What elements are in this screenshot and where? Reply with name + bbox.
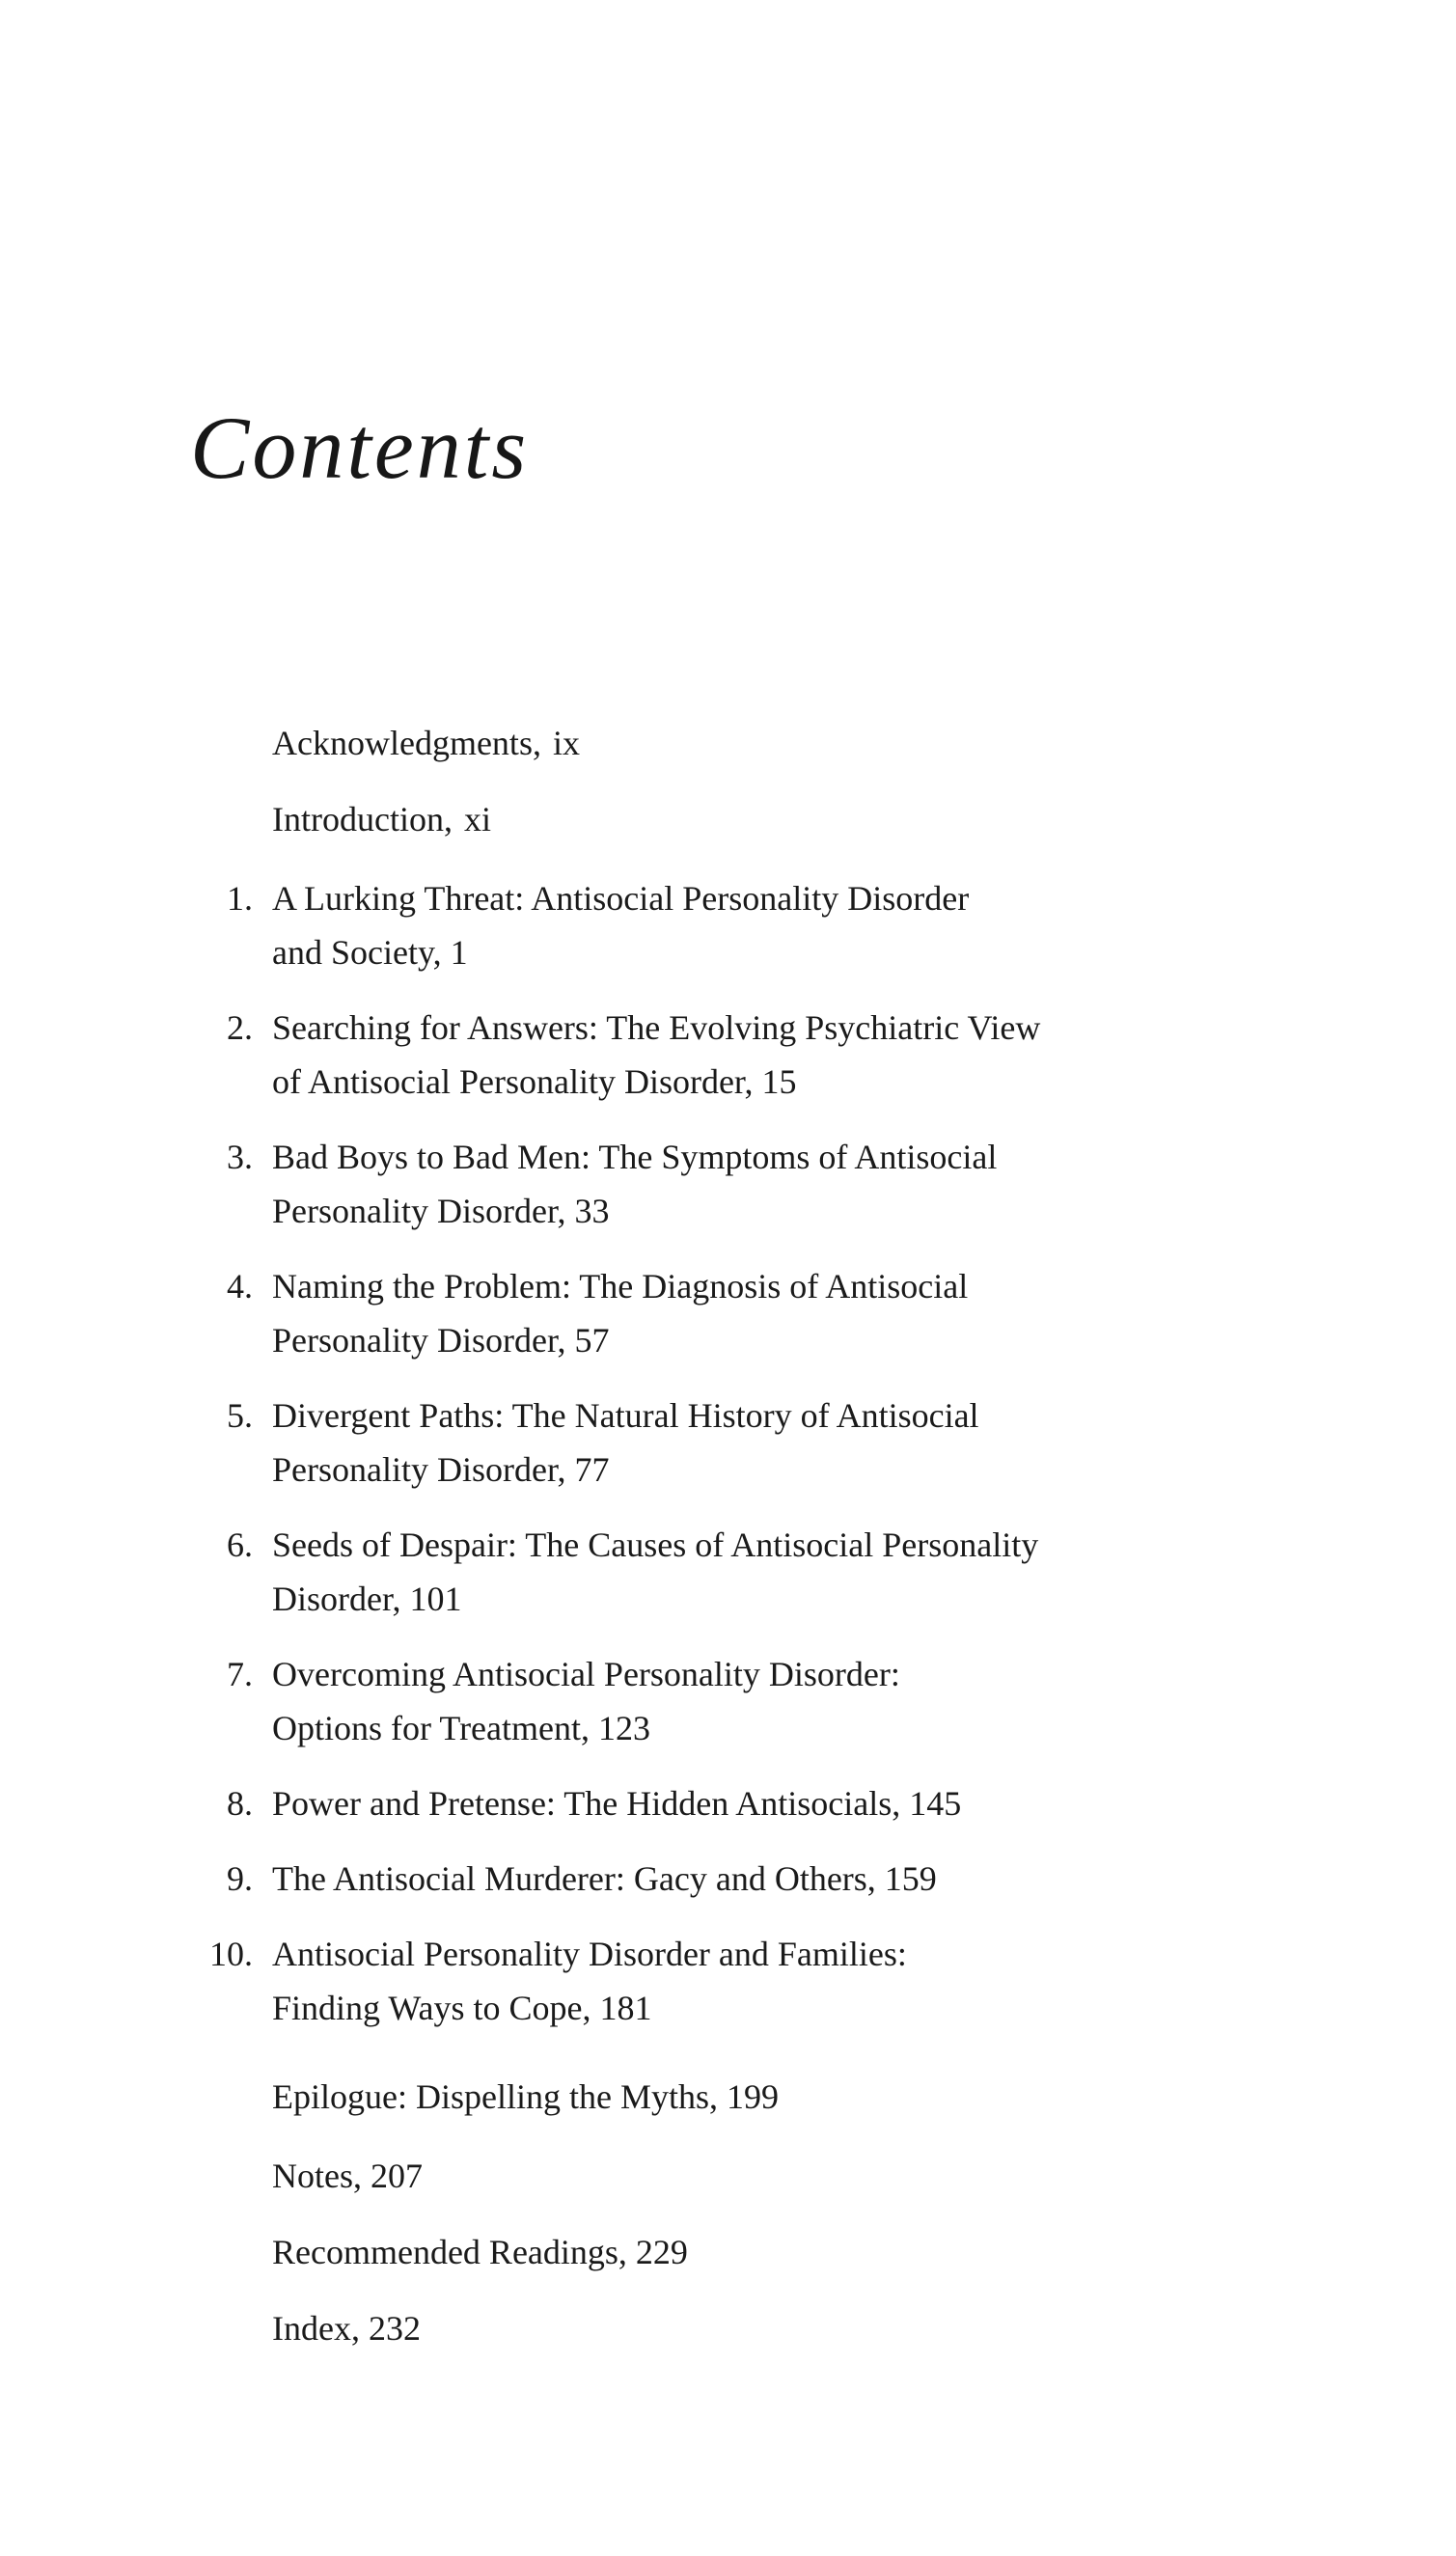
chapter-title-line: Divergent Paths: The Natural History of Antisocial <box>272 1396 979 1435</box>
toc-entry-index: Index, 232 <box>272 2309 421 2348</box>
chapter-entry <box>0 1259 1456 1367</box>
chapter-title <box>272 1776 961 1830</box>
front-matter-section <box>272 716 1456 846</box>
chapter-title-line: Options for Treatment, 123 <box>272 1709 650 1747</box>
chapter-title-line: Personality Disorder, 33 <box>272 1192 610 1230</box>
toc-entry-acknowledgments <box>272 716 1456 770</box>
back-matter-section <box>272 2149 1456 2355</box>
chapter-title <box>272 1518 1038 1626</box>
chapter-title-line: Personality Disorder, 77 <box>272 1450 610 1489</box>
chapter-title-line: Bad Boys to Bad Men: The Symptoms of Antisocial <box>272 1138 998 1176</box>
chapter-number: 3. <box>227 1138 253 1176</box>
entry-page-number: xi <box>463 800 491 838</box>
chapter-number: 1. <box>227 879 253 918</box>
chapter-title <box>272 1927 907 2035</box>
chapter-list <box>0 871 1456 2035</box>
chapter-title <box>272 1259 968 1367</box>
toc-entry-introduction <box>272 792 1456 846</box>
chapter-title-line: A Lurking Threat: Antisocial Personality Disorder <box>272 879 970 918</box>
entry-label: Introduction, <box>272 800 453 838</box>
chapter-title-line: Finding Ways to Cope, 181 <box>272 1989 652 2027</box>
chapter-entry <box>0 1130 1456 1238</box>
table-of-contents <box>0 716 1456 2377</box>
chapter-number: 5. <box>227 1396 253 1435</box>
chapter-number: 9. <box>227 1859 253 1898</box>
chapter-entry <box>0 1001 1456 1109</box>
chapter-entry <box>0 871 1456 979</box>
chapter-title-line: Overcoming Antisocial Personality Disorder: <box>272 1655 900 1693</box>
chapter-title-line: Personality Disorder, 57 <box>272 1321 610 1360</box>
chapter-title <box>272 1001 1040 1109</box>
chapter-number: 7. <box>227 1655 253 1693</box>
chapter-title-line: Power and Pretense: The Hidden Antisocials, 145 <box>272 1784 962 1823</box>
toc-entry-notes: Notes, 207 <box>272 2157 423 2195</box>
chapter-title-line: Naming the Problem: The Diagnosis of Antisocial <box>272 1267 969 1305</box>
chapter-title <box>272 1388 979 1497</box>
toc-entry-recommended-readings: Recommended Readings, 229 <box>272 2233 688 2271</box>
page-title: Contents <box>190 399 530 497</box>
chapter-number: 8. <box>227 1784 253 1823</box>
entry-label: Acknowledgments, <box>272 724 541 762</box>
chapter-title <box>272 871 969 979</box>
chapter-number: 4. <box>227 1267 253 1305</box>
chapter-title-line: and Society, 1 <box>272 933 468 972</box>
entry-page-number: ix <box>552 724 580 762</box>
chapter-entry <box>0 1518 1456 1626</box>
chapter-title-line: of Antisocial Personality Disorder, 15 <box>272 1062 797 1101</box>
chapter-number: 2. <box>227 1008 253 1047</box>
chapter-entry <box>0 1388 1456 1497</box>
chapter-title-line: Disorder, 101 <box>272 1580 462 1618</box>
chapter-number: 6. <box>227 1525 253 1564</box>
chapter-number: 10. <box>209 1935 253 1973</box>
chapter-entry <box>0 1852 1456 1906</box>
chapter-title-line: Searching for Answers: The Evolving Psychiatric View <box>272 1008 1041 1047</box>
chapter-entry <box>0 1776 1456 1830</box>
chapter-title-line: Seeds of Despair: The Causes of Antisocial Personality <box>272 1525 1039 1564</box>
chapter-title-line: Antisocial Personality Disorder and Families: <box>272 1935 907 1973</box>
chapter-entry <box>0 1927 1456 2035</box>
chapter-entry <box>0 1647 1456 1755</box>
chapter-title <box>272 1130 997 1238</box>
toc-entry-epilogue: Epilogue: Dispelling the Myths, 199 <box>272 2077 779 2116</box>
chapter-title <box>272 1852 937 1906</box>
chapter-title <box>272 1647 900 1755</box>
chapter-title-line: The Antisocial Murderer: Gacy and Others, 159 <box>272 1859 937 1898</box>
